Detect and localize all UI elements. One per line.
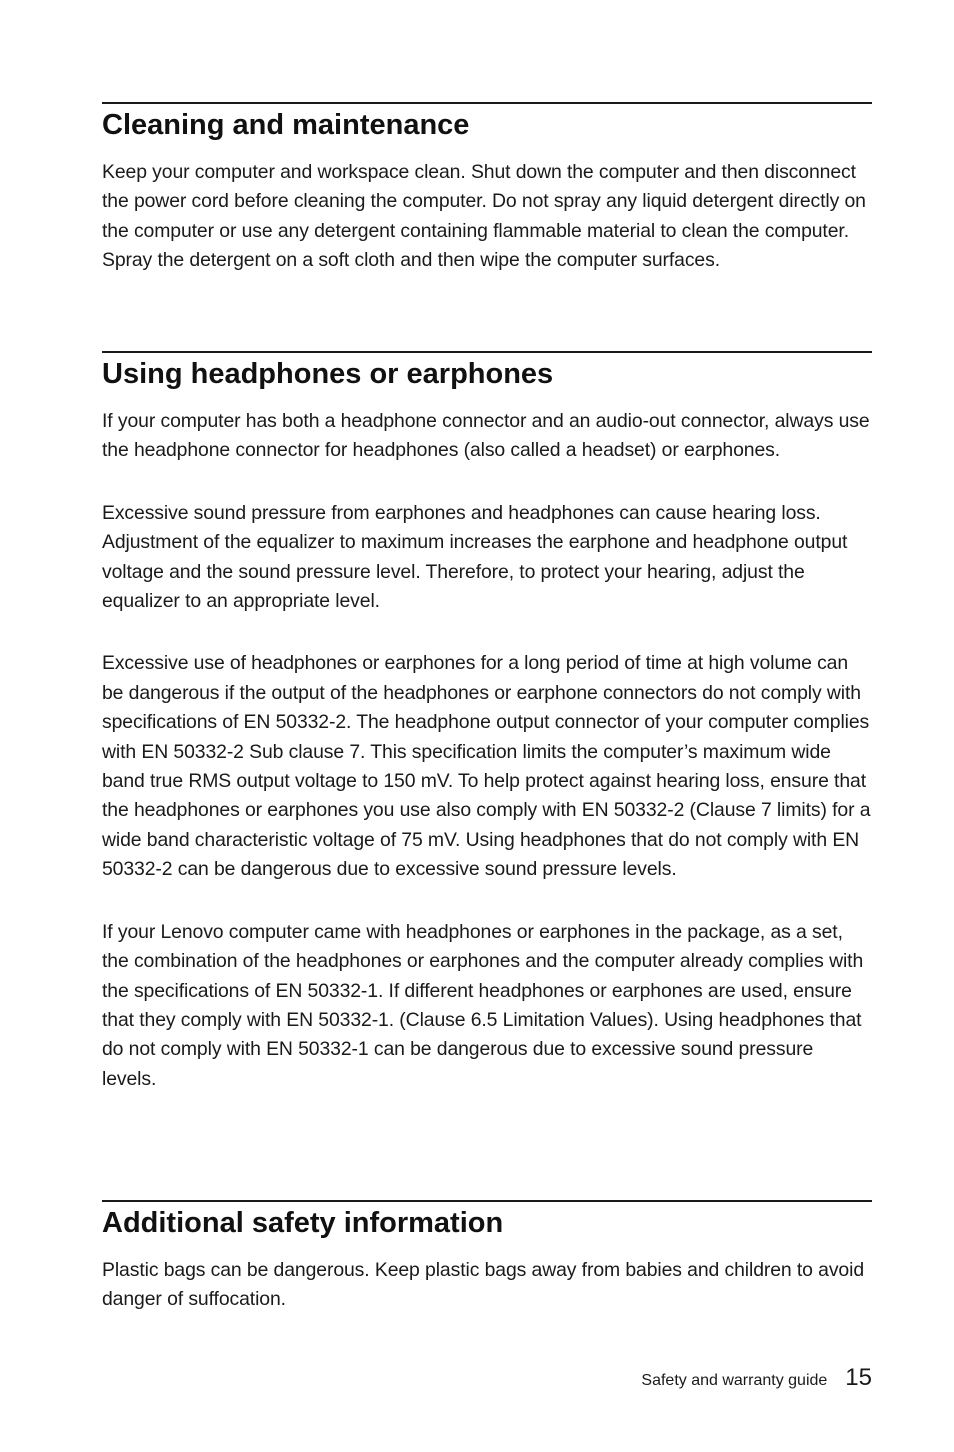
- footer-label: Safety and warranty guide: [641, 1372, 828, 1389]
- page-number: 15: [845, 1364, 872, 1391]
- paragraph: If your computer has both a headphone connector and an audio-out connector, always use the headphone connector for headphones (also called a headset) or earphones.: [102, 410, 870, 462]
- section-divider: [102, 102, 872, 104]
- paragraph: Excessive sound pressure from earphones and headphones can cause hearing loss. Adjustment of the equalizer to maximum increases the earphone and headphone output voltage and the sound pressure level. Therefore, to protect your hearing, adjust the equalizer to an appropriate level.: [102, 501, 848, 613]
- section-using-headphones: [102, 351, 872, 1094]
- paragraph: If your Lenovo computer came with headphones or earphones in the package, as a set, the combination of the headphones or earphones and the computer already complies with the specifications of EN 50332-1. If different headphones or earphones are used, ensure that they comply with EN 50332-1. (Clause 6.5 Limitation Values). Using headphones that do not comply with EN 50332-1 can be dangerous due to excessive sound pressure levels.: [102, 920, 864, 1090]
- section-cleaning-and-maintenance: [102, 102, 872, 276]
- section-additional-safety: [102, 1200, 872, 1315]
- section-title: Additional safety information: [102, 1207, 504, 1239]
- paragraph: Excessive use of headphones or earphones for a long period of time at high volume can be dangerous if the output of the headphones or earphone connectors do not comply with specifications of EN 50332-2. The headphone output connector of your computer complies with EN 50332-2 Sub clause 7. This specification limits the computer’s maximum wide band true RMS output voltage to 150 mV. To help protect against hearing loss, ensure that the headphones or earphones you use also comply with EN 50332-2 (Clause 7 limits) for a wide band characteristic voltage of 75 mV. Using headphones that do not comply with EN 50332-2 can be dangerous due to excessive sound pressure levels.: [102, 652, 871, 881]
- section-title: Cleaning and maintenance: [102, 109, 470, 141]
- section-divider: [102, 351, 872, 353]
- paragraph: Plastic bags can be dangerous. Keep plastic bags away from babies and children to avoid danger of suffocation.: [102, 1259, 865, 1311]
- paragraph: Keep your computer and workspace clean. Shut down the computer and then disconnect the power cord before cleaning the computer. Do not spray any liquid detergent directly on the computer or use any detergent containing flammable material to clean the computer. Spray the detergent on a soft cloth and then wipe the computer surfaces.: [102, 161, 866, 272]
- page-footer: [641, 1364, 872, 1392]
- section-title: Using headphones or earphones: [102, 358, 554, 390]
- section-divider: [102, 1200, 872, 1202]
